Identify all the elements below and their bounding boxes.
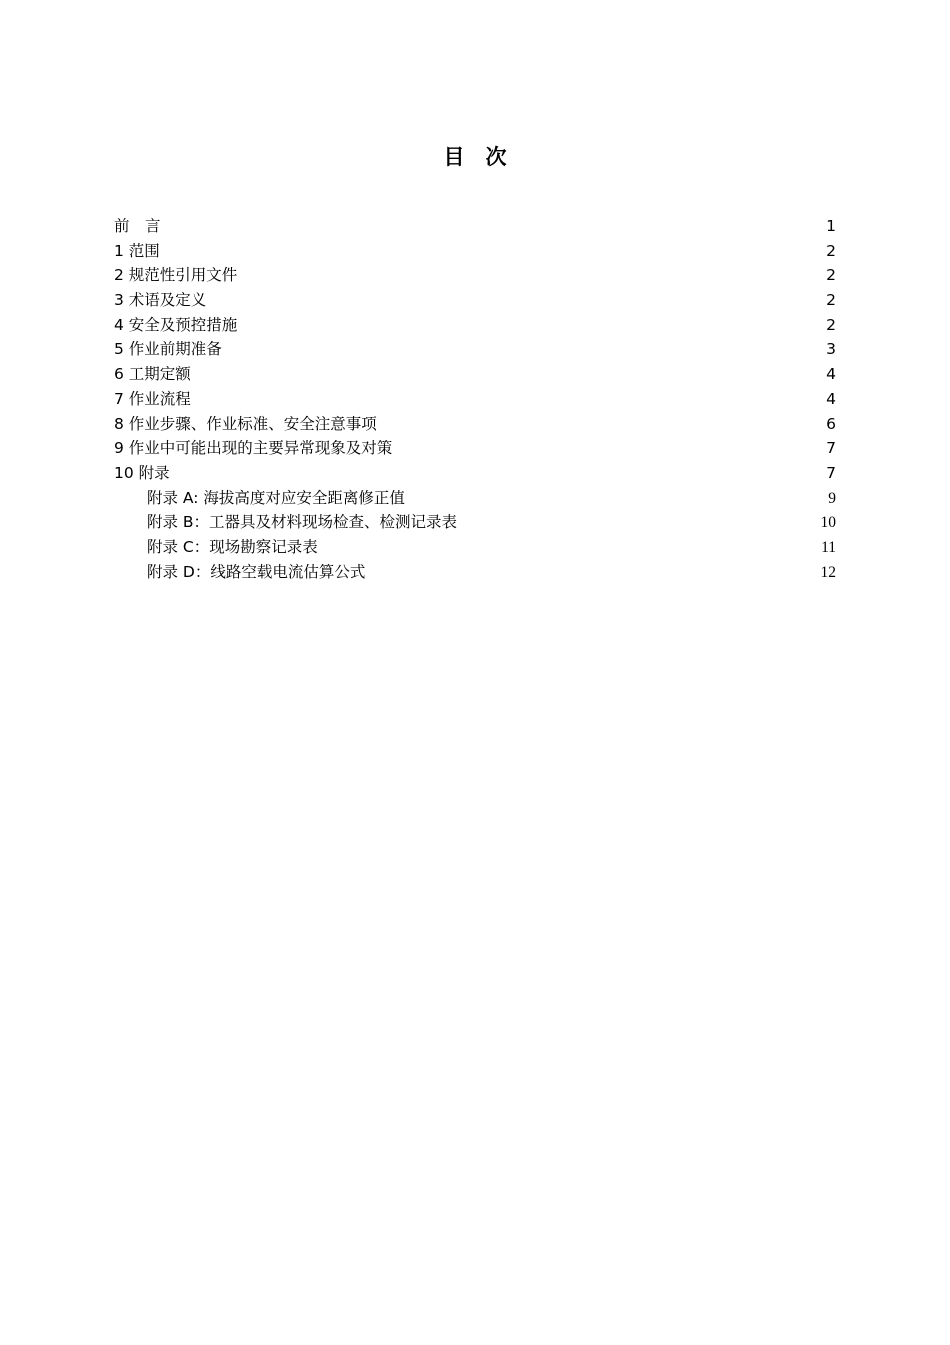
toc-entry-page: 7 <box>826 439 836 458</box>
toc-entry-label: 8 作业步骤、作业标准、安全注意事项 <box>114 414 377 433</box>
page-title: 目 次 <box>443 145 507 169</box>
toc-entry-appendix-c[interactable] <box>114 535 836 560</box>
toc-entry-page: 7 <box>826 463 836 482</box>
toc-entry-preface[interactable] <box>114 214 836 239</box>
toc-entry-page: 10 <box>820 514 836 532</box>
table-of-contents <box>114 214 836 584</box>
toc-entry-workflow[interactable] <box>114 387 836 412</box>
toc-entry-scope[interactable] <box>114 239 836 264</box>
toc-entry-label: 附录 C：现场勘察记录表 <box>147 537 318 556</box>
toc-entry-safety-measures[interactable] <box>114 313 836 338</box>
toc-entry-label: 7 作业流程 <box>114 389 191 408</box>
toc-entry-page: 2 <box>826 315 836 334</box>
toc-entry-page: 2 <box>826 266 836 285</box>
toc-entry-terms-definitions[interactable] <box>114 288 836 313</box>
toc-entry-label: 附录 D：线路空载电流估算公式 <box>147 562 366 581</box>
toc-entry-page: 11 <box>821 538 836 556</box>
toc-entry-appendix[interactable] <box>114 461 836 486</box>
toc-entry-appendix-d[interactable] <box>114 560 836 585</box>
toc-entry-label: 6 工期定额 <box>114 365 191 384</box>
toc-entry-page: 1 <box>826 217 836 235</box>
toc-entry-page: 12 <box>820 563 836 581</box>
toc-entry-page: 6 <box>826 414 836 433</box>
toc-entry-appendix-b[interactable] <box>114 510 836 535</box>
toc-entry-label: 4 安全及预控措施 <box>114 315 238 334</box>
toc-entry-preparation[interactable] <box>114 337 836 362</box>
toc-entry-label: 2 规范性引用文件 <box>114 266 238 285</box>
toc-entry-label: 前 言 <box>114 217 161 235</box>
toc-entry-page: 3 <box>826 340 836 359</box>
toc-entry-work-quota[interactable] <box>114 362 836 387</box>
toc-entry-label: 10 附录 <box>114 463 170 482</box>
toc-entry-label: 5 作业前期准备 <box>114 340 222 359</box>
toc-entry-page: 9 <box>828 489 836 507</box>
toc-entry-label: 附录 B：工器具及材料现场检查、检测记录表 <box>147 513 458 532</box>
toc-entry-label: 3 术语及定义 <box>114 291 207 310</box>
toc-entry-page: 4 <box>826 365 836 384</box>
toc-entry-label: 附录 A: 海拔高度对应安全距离修正值 <box>147 488 405 507</box>
toc-entry-label: 1 范围 <box>114 241 160 260</box>
toc-entry-page: 2 <box>826 241 836 260</box>
toc-entry-anomalies[interactable] <box>114 436 836 461</box>
toc-entry-work-steps[interactable] <box>114 412 836 437</box>
toc-entry-page: 4 <box>826 389 836 408</box>
toc-entry-normative-references[interactable] <box>114 263 836 288</box>
toc-entry-label: 9 作业中可能出现的主要异常现象及对策 <box>114 439 393 458</box>
toc-entry-page: 2 <box>826 291 836 310</box>
toc-entry-appendix-a[interactable] <box>114 486 836 511</box>
